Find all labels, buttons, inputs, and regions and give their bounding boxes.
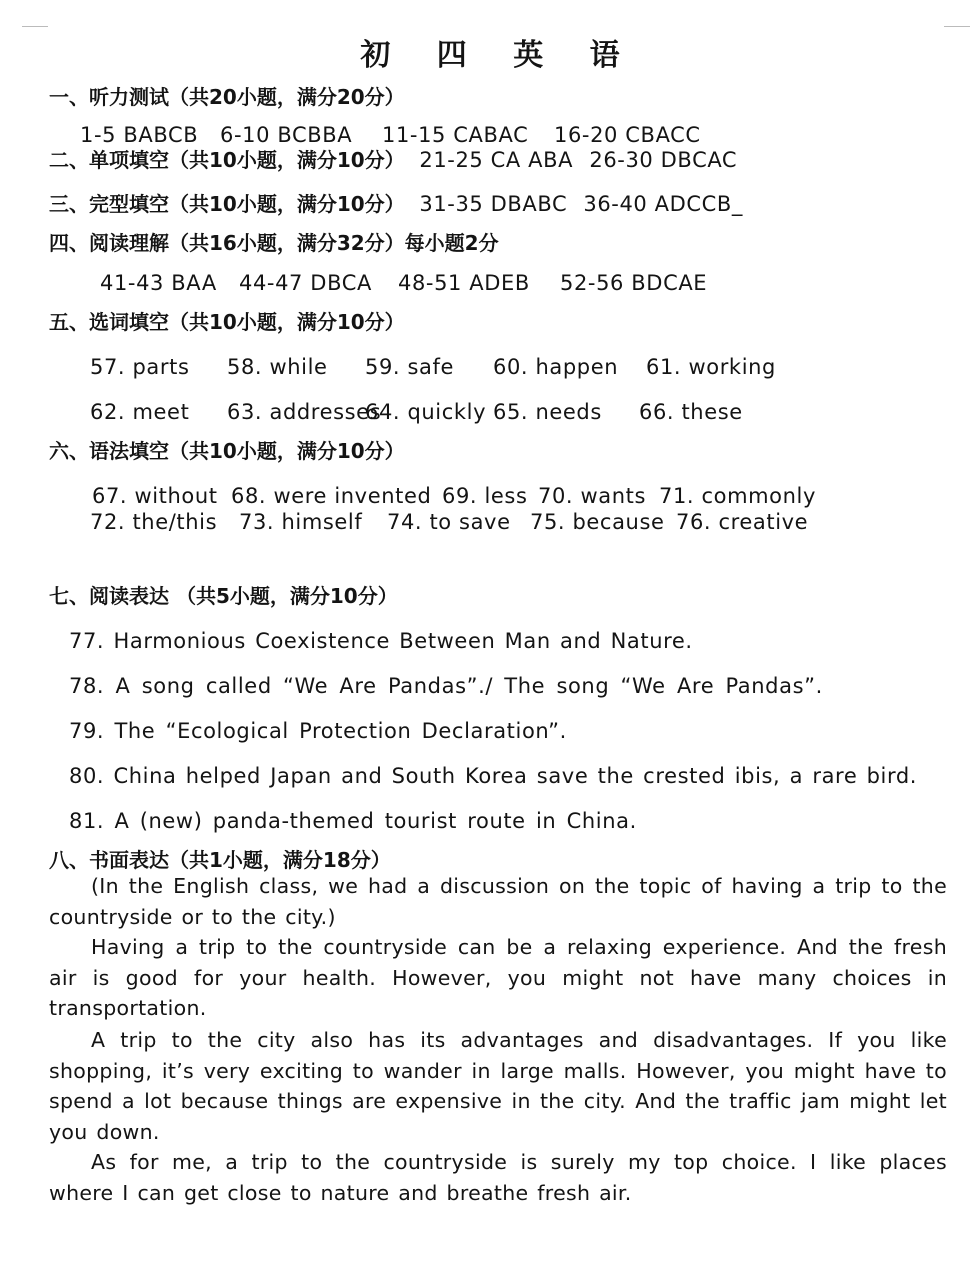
- answer-item: 73. himself: [239, 510, 363, 534]
- essay-paragraph: [49, 1147, 947, 1208]
- answer-item: 58. while: [227, 355, 328, 379]
- section-6-row-2: [90, 509, 808, 535]
- answer-group: 44-47 DBCA: [239, 271, 372, 295]
- answer-group: 31-35 DBABC: [419, 192, 568, 216]
- answer-item: 70. wants: [538, 484, 647, 508]
- section-7-heading: 七、阅读表达 （共5小题，满分10分）: [49, 584, 398, 608]
- answer-item: 59. safe: [365, 355, 454, 379]
- answer-item: 68. were invented: [231, 484, 432, 508]
- answer-group: 1-5 BABCB: [80, 123, 199, 147]
- answer-78: 78. A song called “We Are Pandas”./ The song “We Are Pandas”.: [69, 674, 823, 698]
- answer-item: 67. without: [92, 484, 218, 508]
- answer-item: 66. these: [639, 400, 743, 424]
- section-6-row-1: [92, 483, 816, 509]
- answer-group: 21-25 CA ABA: [419, 148, 574, 172]
- corner-mark-right: [944, 26, 970, 27]
- section-1-heading: 一、听力测试（共20小题，满分20分）: [49, 85, 405, 109]
- section-4-answers: [100, 270, 707, 296]
- section-2-heading: 二、单项填空（共10小题，满分10分）: [49, 148, 405, 172]
- section-6-heading: 六、语法填空（共10小题，满分10分）: [49, 439, 405, 463]
- essay-paragraph: [49, 1025, 947, 1148]
- answer-item: 65. needs: [493, 400, 602, 424]
- essay-paragraph: [49, 871, 947, 932]
- essay-paragraph-text: A trip to the city also has its advantages and disadvantages. If you like shopping, it’s very exciting to wander in large malls. However, you might have to spend a lot because things are expensive in the city. And the traffic jam might let you down.: [49, 1028, 947, 1145]
- answer-group: 11-15 CABAC: [382, 123, 529, 147]
- answer-group: 36-40 ADCCB_: [583, 192, 744, 216]
- section-4-heading: 四、阅读理解（共16小题，满分32分）每小题2分: [49, 231, 499, 255]
- answer-80: 80. China helped Japan and South Korea save the crested ibis, a rare bird.: [69, 764, 918, 788]
- answer-77: 77. Harmonious Coexistence Between Man and Nature.: [69, 629, 693, 653]
- section-2-row: [49, 147, 737, 173]
- answer-item: 57. parts: [90, 355, 190, 379]
- answer-item: 60. happen: [493, 355, 619, 379]
- section-5-row-2: [90, 399, 743, 425]
- corner-mark-left: [22, 26, 48, 27]
- answer-81: 81. A (new) panda-themed tourist route in China.: [69, 809, 637, 833]
- answer-group: 26-30 DBCAC: [589, 148, 738, 172]
- answer-group: 16-20 CBACC: [554, 123, 701, 147]
- answer-item: 61. working: [646, 355, 776, 379]
- answer-item: 71. commonly: [659, 484, 816, 508]
- answer-item: 74. to save: [387, 510, 511, 534]
- essay-paragraph: [49, 932, 947, 1024]
- section-5-heading: 五、选词填空（共10小题，满分10分）: [49, 310, 405, 334]
- section-3-row: [49, 191, 743, 217]
- answer-group: 6-10 BCBBA: [220, 123, 353, 147]
- answer-item: 76. creative: [676, 510, 809, 534]
- answer-item: 75. because: [530, 510, 665, 534]
- section-5-row-1: [90, 354, 776, 380]
- page-title: 初 四 英 语: [360, 38, 638, 73]
- section-1-answers: [80, 122, 701, 148]
- answer-item: 72. the/this: [90, 510, 218, 534]
- essay-paragraph-text: As for me, a trip to the countryside is surely my top choice. I like places where I can get close to nature and breathe fresh air.: [49, 1150, 947, 1205]
- essay-paragraph-text: (In the English class, we had a discussion on the topic of having a trip to the countryside or to the city.): [49, 874, 947, 929]
- answer-group: 41-43 BAA: [100, 271, 217, 295]
- answer-item: 69. less: [442, 484, 528, 508]
- answer-79: 79. The “Ecological Protection Declaration”.: [69, 719, 567, 743]
- answer-item: 62. meet: [90, 400, 190, 424]
- section-3-heading: 三、完型填空（共10小题，满分10分）: [49, 192, 405, 216]
- answer-item: 64. quickly: [365, 400, 487, 424]
- answer-group: 52-56 BDCAE: [560, 271, 708, 295]
- section-8-heading: 八、书面表达（共1小题，满分18分）: [49, 848, 391, 872]
- answer-group: 48-51 ADEB: [398, 271, 530, 295]
- answer-item: 63. addresses: [227, 400, 382, 424]
- essay-paragraph-text: Having a trip to the countryside can be a relaxing experience. And the fresh air is good for your health. However, you might not have many choices in transportation.: [49, 935, 947, 1021]
